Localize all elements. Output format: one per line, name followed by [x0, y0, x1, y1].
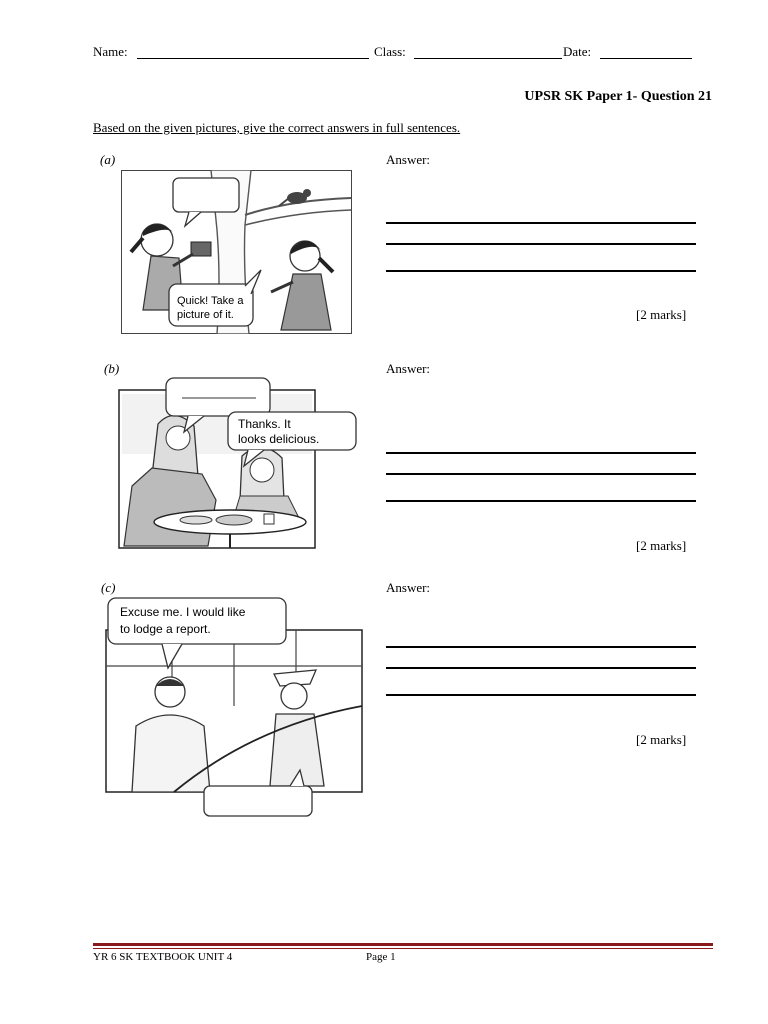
question-label-b: (b): [104, 361, 120, 376]
marks-b: [2 marks]: [636, 538, 687, 553]
picture-c: [104, 596, 366, 818]
instruction: Based on the given pictures, give the correct answers in full sentences.: [93, 120, 461, 135]
answer-line-c3[interactable]: [386, 694, 696, 696]
bubble-a-line2: picture of it.: [177, 309, 234, 321]
marks-c: [2 marks]: [636, 732, 687, 747]
footer-rule-thin: [93, 948, 713, 949]
answer-line-b1[interactable]: [386, 452, 696, 454]
bubble-b-line1: Thanks. It: [238, 417, 291, 431]
marks-a: [2 marks]: [636, 307, 687, 322]
footer-unit: YR 6 SK TEXTBOOK UNIT 4: [93, 951, 233, 963]
bubble-c-line2: to lodge a report.: [120, 622, 211, 636]
answer-label-c: Answer:: [386, 580, 431, 595]
page-title: UPSR SK Paper 1- Question 21: [524, 89, 712, 104]
picture-a: [121, 170, 352, 334]
answer-line-c2[interactable]: [386, 667, 696, 669]
answer-line-c1[interactable]: [386, 646, 696, 648]
bubble-b-line2: looks delicious.: [238, 432, 320, 446]
question-label-c: (c): [101, 580, 116, 595]
answer-line-b3[interactable]: [386, 500, 696, 502]
footer-rule: [93, 943, 713, 946]
bubble-a-line1: Quick! Take a: [177, 295, 244, 307]
footer-page: Page 1: [366, 951, 396, 963]
question-label-a: (a): [100, 152, 116, 167]
bubble-c-line1: Excuse me. I would like: [120, 605, 246, 619]
date-field[interactable]: [600, 44, 692, 59]
answer-line-a3[interactable]: [386, 270, 696, 272]
answer-label-a: Answer:: [386, 152, 431, 167]
date-label: Date:: [563, 44, 592, 59]
class-label: Class:: [374, 44, 406, 59]
name-field[interactable]: [137, 44, 369, 59]
answer-label-b: Answer:: [386, 361, 431, 376]
class-field[interactable]: [414, 44, 562, 59]
picture-b: [118, 376, 360, 550]
answer-line-a1[interactable]: [386, 222, 696, 224]
answer-line-b2[interactable]: [386, 473, 696, 475]
name-label: Name:: [93, 44, 128, 59]
answer-line-a2[interactable]: [386, 243, 696, 245]
